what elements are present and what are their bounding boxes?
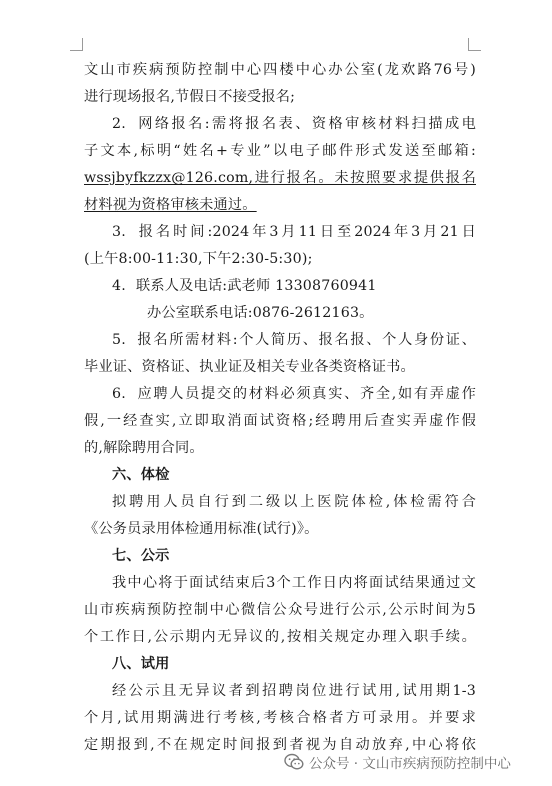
item-text: 联系人及电话:武老师 13308760941 bbox=[135, 278, 377, 294]
list-item bbox=[112, 330, 476, 350]
text-line: 进行现场报名,节假日不接受报名; bbox=[84, 89, 296, 105]
text-line: 定期报到,不在规定时间报到者视为自动放弃,中心将依 bbox=[84, 737, 476, 753]
text-line: 经公示且无异议者到招聘岗位进行试用,试用期1-3 bbox=[112, 683, 476, 699]
list-item bbox=[112, 384, 476, 404]
list-item bbox=[112, 114, 476, 134]
item-number: 4. bbox=[112, 278, 126, 294]
section-heading: 七、公示 bbox=[112, 548, 170, 564]
text-line: 的,解除聘用合同。 bbox=[84, 440, 204, 456]
section-heading: 八、试用 bbox=[112, 656, 170, 672]
item-text: 应聘人员提交的材料必须真实、齐全,如有弄虚作 bbox=[135, 386, 476, 402]
list-item bbox=[112, 222, 476, 242]
text-line bbox=[84, 195, 476, 215]
section-heading: 六、体检 bbox=[112, 467, 170, 483]
item-text: 网络报名:需将报名表、资格审核材料扫描成电 bbox=[135, 116, 476, 132]
watermark-text: 公众号 · 文山市疾病预防控制中心 bbox=[309, 756, 511, 772]
item-number: 2. bbox=[112, 116, 126, 132]
text-line: 《公务员录用体检通用标准(试行)》。 bbox=[84, 521, 319, 537]
item-text: 报名所需材料:个人简历、报名报、个人身份证、 bbox=[135, 332, 476, 348]
item-text: 报名时间:2024年3月11日至2024年3月21日 bbox=[135, 224, 476, 240]
wechat-watermark bbox=[284, 750, 511, 774]
list-item bbox=[112, 276, 476, 296]
item-number: 3. bbox=[112, 224, 126, 240]
item-number: 5. bbox=[112, 332, 126, 348]
text-line: (上午8:00-11:30,下午2:30-5:30); bbox=[84, 251, 313, 267]
margin-mark-top-left bbox=[70, 38, 83, 51]
underlined-text: 材料视为资格审核未通过。 bbox=[84, 197, 257, 213]
text-line: 文山市疾病预防控制中心四楼中心办公室(龙欢路76号) bbox=[84, 62, 476, 78]
item-number: 6. bbox=[112, 386, 126, 402]
text-line: 我中心将于面试结束后3个工作日内将面试结果通过文 bbox=[112, 575, 476, 591]
text-line: 山市疾病预防控制中心微信公众号进行公示,公示时间为5 bbox=[84, 602, 476, 618]
text-line: 假,一经查实,立即取消面试资格;经聘用后查实弄虚作假 bbox=[84, 413, 476, 429]
text-line: 拟聘用人员自行到二级以上医院体检,体检需符合 bbox=[112, 494, 476, 510]
text-line: 办公室联系电话:0876-2612163。 bbox=[147, 305, 374, 321]
text-line: 毕业证、资格证、执业证及相关专业各类资格证书。 bbox=[84, 359, 415, 375]
text-line: 子文本,标明“姓名+专业”以电子邮件形式发送至邮箱: bbox=[84, 143, 476, 159]
wechat-icon bbox=[284, 753, 304, 771]
text-line: 个工作日,公示期内无异议的,按相关规定办理入职手续。 bbox=[84, 629, 476, 645]
text-line: 个月,试用期满进行考核,考核合格者方可录用。并要求 bbox=[84, 710, 476, 726]
text-line-email: wssjbyfkzzx@126.com,进行报名。未按照要求提供报名 bbox=[84, 170, 476, 186]
margin-mark-top-right bbox=[468, 38, 481, 51]
